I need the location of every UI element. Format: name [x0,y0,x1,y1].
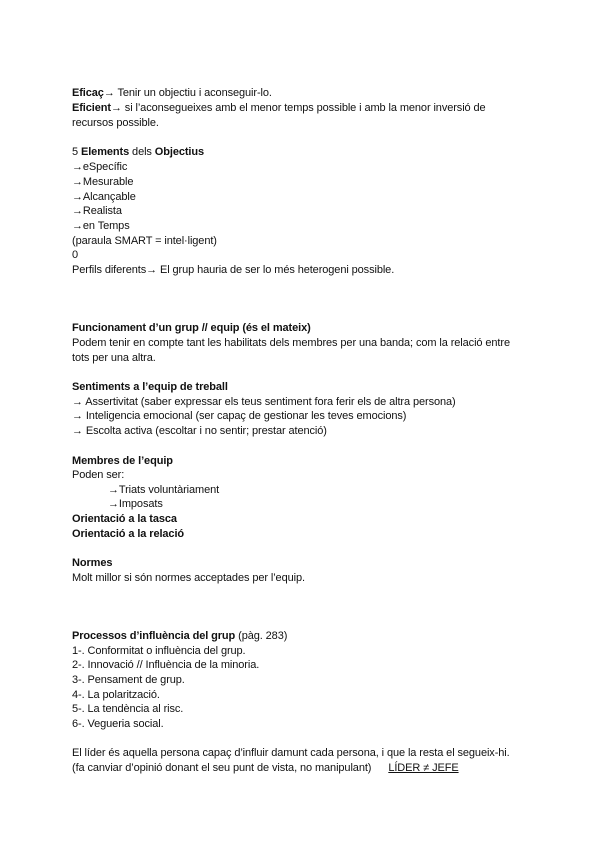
eficac-term: Eficaç [72,87,104,99]
orientacio-relacio: Orientació a la relació [72,528,185,540]
sentiment-item: → Assertivitat (saber expressar els teus sentiment fora ferir els de altra persona) [72,396,456,408]
normes-heading: Normes [72,557,113,569]
zero-line: 0 [72,249,79,261]
sentiment-item: → Escolta activa (escoltar i no sentir; prestar atenció) [72,425,327,437]
eficient-line [72,101,486,115]
membre-item: →Triats voluntàriament [108,484,220,496]
normes-body: Molt millor si són normes acceptades per l’equip. [72,572,305,584]
poden-ser: Poden ser: [72,469,125,481]
dels-word: dels [129,146,155,158]
smart-item: →en Temps [72,220,130,232]
objectius-word: Objectius [154,146,205,158]
proces-item: 2-. Innovació // Influència de la minoria. [72,659,260,671]
lider-note-text: (fa canviar d’opinió donant el seu punt de vista, no manipulant) [72,762,372,774]
eficient-definition: → si l’aconsegueixes amb el menor temps possible i amb la menor inversió de [110,102,486,114]
eficac-definition: → Tenir un objectiu i aconseguir-lo. [103,87,272,99]
lider-definition: El líder és aquella persona capaç d’influir damunt cada persona, i que la resta el segueix-hi. [72,747,510,759]
elements-count: 5 [72,146,81,158]
membre-item: →Imposats [108,498,163,510]
proces-item: 5-. La tendència al risc. [72,703,184,715]
proces-item: 6-. Vegueria social. [72,718,164,730]
page-reference: (pàg. 283) [235,630,288,642]
eficient-term: Eficient [72,102,111,114]
smart-item: →Alcançable [72,191,136,203]
funcionament-body: Podem tenir en compte tant les habilitats dels membres per una banda; com la relació entre [72,337,510,349]
elements-word: Elements [80,146,130,158]
eficac-line [72,86,272,100]
proces-item: 3-. Pensament de grup. [72,674,185,686]
elements-heading [72,145,204,159]
orientacio-tasca: Orientació a la tasca [72,513,177,525]
lider-note [72,761,459,775]
smart-item: →Mesurable [72,176,134,188]
sentiments-heading: Sentiments a l’equip de treball [72,381,228,393]
perfils-line: Perfils diferents→ El grup hauria de ser lo més heterogeni possible. [72,264,395,276]
funcionament-heading: Funcionament d’un grup // equip (és el mateix) [72,322,311,334]
smart-item: →eSpecífic [72,161,128,173]
smart-note: (paraula SMART = intel·ligent) [72,235,217,247]
membres-heading: Membres de l’equip [72,455,173,467]
processos-title: Processos d’influència del grup [72,630,236,642]
proces-item: 1-. Conformitat o influència del grup. [72,645,246,657]
eficient-definition-cont: recursos possible. [72,117,159,129]
processos-heading [72,629,287,643]
smart-item: →Realista [72,205,122,217]
sentiment-item: → Inteligencia emocional (ser capaç de gestionar les teves emocions) [72,410,407,422]
funcionament-body-cont: tots per una altra. [72,352,156,364]
lider-jefe-tag: LÍDER ≠ JEFE [388,762,459,774]
proces-item: 4-. La polarització. [72,689,160,701]
